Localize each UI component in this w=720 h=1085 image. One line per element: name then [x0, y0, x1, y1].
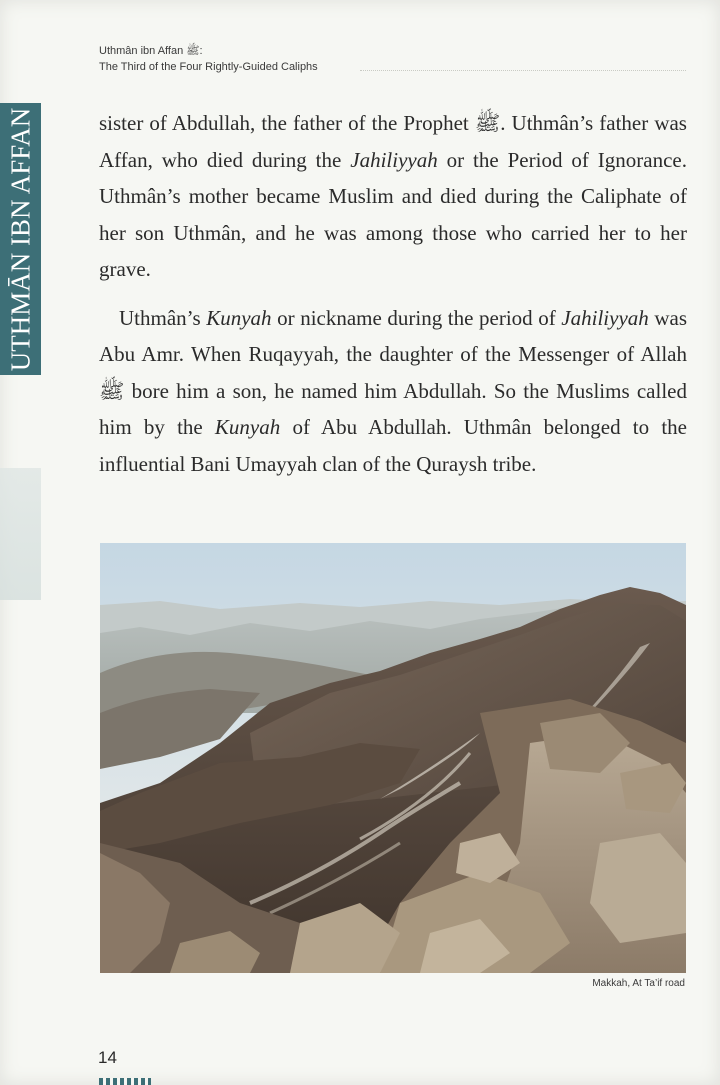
landscape-photo: [100, 543, 686, 973]
text-run: or nickname during the period of: [271, 305, 562, 330]
footer-ornament: [99, 1078, 151, 1085]
photo-caption: Makkah, At Ta’if road: [592, 978, 685, 989]
page-number: 14: [98, 1048, 117, 1067]
text-run: sister of Abdullah, the father of the Prophet ﷺ. Uthmân’s father was Affan, who died during the: [99, 111, 687, 172]
side-tab-bleed: [0, 468, 41, 600]
paragraph-1: [99, 105, 687, 288]
header-divider: [360, 70, 686, 71]
italic-term: Jahiliyyah: [561, 305, 649, 330]
running-header-subtitle: The Third of the Four Rightly-Guided Caliphs: [99, 61, 318, 73]
paragraph-2: [99, 300, 687, 483]
italic-term: Kunyah: [214, 415, 281, 439]
text-run: or the Period of Ignorance. Uthmân’s mother became Muslim and died during the Caliphate of her son Uthmân, and he was among those who carried her to her grave.: [99, 147, 687, 281]
body-text: [99, 105, 687, 482]
text-run: was Abu Amr. When Ruqayyah, the daughter of the Messenger of Allah ﷺ bore him a son, he named him Abdullah. So the Muslims called him by the: [99, 305, 687, 439]
side-tab-label: UTHMĀN IBN AFFAN: [5, 107, 36, 372]
text-run: Uthmân’s: [119, 305, 207, 330]
italic-term: Kunyah: [206, 305, 272, 330]
running-header-title: Uthmân ibn Affan ﷺ:: [99, 45, 203, 57]
text-run: of Abu Abdullah. Uthmân belonged to the influential Bani Umayyah clan of the Quraysh tribe.: [99, 415, 687, 476]
landscape-image: [100, 543, 686, 973]
italic-term: Jahiliyyah: [350, 147, 438, 172]
